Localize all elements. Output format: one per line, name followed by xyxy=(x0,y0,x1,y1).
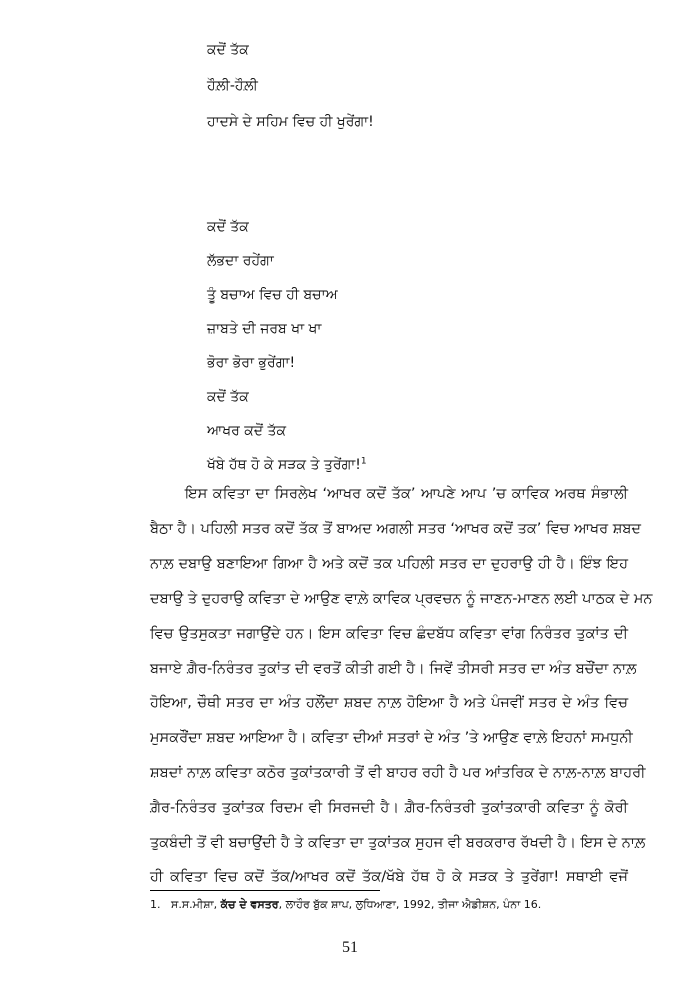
paragraph-line: ਬਜਾਏ ਗ਼ੈਰ-ਨਿਰੰਤਰ ਤੁਕਾਂਤ ਦੀ ਵਰਤੋਂ ਕੀਤੀ ਗਈ ਹੈ। ਜਿਵੇਂ ਤੀਸਰੀ ਸਤਰ ਦਾ ਅੰਤ ਬਚੌਂਦਾ ਨਾਲ਼ xyxy=(150,661,637,677)
paragraph-line: ਸ਼ਬਦਾਂ ਨਾਲ਼ ਕਵਿਤਾ ਕਠੋਰ ਤੁਕਾਂਤਕਾਰੀ ਤੋਂ ਵੀ ਬਾਹਰ ਰਹੀ ਹੈ ਪਰ ਆਂਤਰਿਕ ਦੇ ਨਾਲ਼-ਨਾਲ਼ ਬਾਹਰੀ xyxy=(150,765,646,781)
poem-line: ਲੱਭਦਾ ਰਹੇਂਗਾ xyxy=(207,253,274,269)
paragraph-line: ਤੁਕਬੰਦੀ ਤੋਂ ਵੀ ਬਚਾਉਂਦੀ ਹੈ ਤੇ ਕਵਿਤਾ ਦਾ ਤੁਕਾਂਤਕ ਸੁਹਜ ਵੀ ਬਰਕਰਾਰ ਰੱਖਦੀ ਹੈ। ਇਸ ਦੇ ਨਾਲ਼ xyxy=(150,835,646,851)
poem-line: ਹੌਲ਼ੀ-ਹੌਲ਼ੀ xyxy=(207,78,258,94)
footnote xyxy=(150,897,541,913)
paragraph-line: ਨਾਲ਼ ਦਬਾਉ ਬਣਾਇਆ ਗਿਆ ਹੈ ਅਤੇ ਕਦੋਂ ਤਕ ਪਹਿਲੀ ਸਤਰ ਦਾ ਦੁਹਰਾਉ ਹੀ ਹੈ। ਇੰਝ ਇਹ xyxy=(150,556,628,572)
footnote-reference: 1 xyxy=(360,456,367,467)
paragraph-line: ਹੀ ਕਵਿਤਾ ਵਿਚ ਕਦੋਂ ਤੱਕ/ਆਖਰ ਕਦੋਂ ਤੱਕ/ਖੱਬੇ ਹੱਥ ਹੋ ਕੇ ਸੜਕ ਤੇ ਤੁਰੇਂਗਾ! ਸਥਾਈ ਵਜੋਂ xyxy=(150,869,628,885)
poem-line: ਤੂੰ ਬਚਾਅ ਵਿਚ ਹੀ ਬਚਾਅ xyxy=(207,287,338,303)
poem-line: ਭੋਰਾ ਭੋਰਾ ਭੁਰੇਂਗਾ! xyxy=(207,355,296,371)
footnote-divider xyxy=(150,890,380,891)
poem-line: ਕਦੋਂ ਤੱਕ xyxy=(207,219,249,235)
poem-line: ਜ਼ਾਬਤੇ ਦੀ ਜਰਬ ਖਾ ਖਾ xyxy=(207,321,322,337)
paragraph-line: ਹੋਇਆ, ਚੌਥੀ ਸਤਰ ਦਾ ਅੰਤ ਹਲੌਂਦਾ ਸ਼ਬਦ ਨਾਲ਼ ਹੋਇਆ ਹੈ ਅਤੇ ਪੰਜਵੀਂ ਸਤਰ ਦੇ ਅੰਤ ਵਿਚ xyxy=(150,695,628,711)
paragraph-line: ਗ਼ੈਰ-ਨਿਰੰਤਰ ਤੁਕਾਂਤਕ ਰਿਦਮ ਵੀ ਸਿਰਜਦੀ ਹੈ। ਗ਼ੈਰ-ਨਿਰੰਤਰੀ ਤੁਕਾਂਤਕਾਰੀ ਕਵਿਤਾ ਨੂੰ ਕੋਰੀ xyxy=(150,800,628,816)
paragraph-line: ਇਸ ਕਵਿਤਾ ਦਾ ਸਿਰਲੇਖ ‘ਆਖਰ ਕਦੋਂ ਤੱਕ’ ਆਪਣੇ ਆਪ ’ਚ ਕਾਵਿਕ ਅਰਥ ਸੰਭਾਲੀ xyxy=(185,486,628,502)
paragraph-line: ਮੁਸਕਰੌਂਦਾ ਸ਼ਬਦ ਆਇਆ ਹੈ। ਕਵਿਤਾ ਦੀਆਂ ਸਤਰਾਂ ਦੇ ਅੰਤ ’ਤੇ ਆਉਣ ਵਾਲ਼ੇ ਇਹਨਾਂ ਸਮਧੁਨੀ xyxy=(150,730,633,746)
page-number: 51 xyxy=(342,939,358,956)
paragraph-line: ਦਬਾਉ ਤੇ ਦੁਹਰਾਉ ਕਵਿਤਾ ਦੇ ਆਉਣ ਵਾਲ਼ੇ ਕਾਵਿਕ ਪ੍ਰਵਚਨ ਨੂੰ ਜਾਣਨ-ਮਾਣਨ ਲਈ ਪਾਠਕ ਦੇ ਮਨ xyxy=(150,591,653,607)
poem-line xyxy=(207,455,367,475)
footnote-book-title: ਕੱਚ ਦੇ ਵਸਤਰ xyxy=(220,898,279,911)
poem-line: ਆਖਰ ਕਦੋਂ ਤੱਕ xyxy=(207,423,287,439)
footnote-number: 1. xyxy=(150,898,161,911)
poem-line-text: ਖੱਬੇ ਹੱਥ ਹੋ ਕੇ ਸੜਕ ਤੇ ਤੁਰੇਂਗਾ! xyxy=(207,457,361,473)
footnote-author: ਸ.ਸ.ਮੀਸ਼ਾ, xyxy=(171,898,221,911)
poem-line: ਕਦੋਂ ਤੱਕ xyxy=(207,389,249,405)
poem-line: ਕਦੋਂ ਤੱਕ xyxy=(207,42,249,58)
paragraph-line: ਵਿਚ ਉਤਸੁਕਤਾ ਜਗਾਉਂਦੇ ਹਨ। ਇਸ ਕਵਿਤਾ ਵਿਚ ਛੰਦਬੱਧ ਕਵਿਤਾ ਵਾਂਗ ਨਿਰੰਤਰ ਤੁਕਾਂਤ ਦੀ xyxy=(150,626,628,642)
poem-line: ਹਾਦਸੇ ਦੇ ਸਹਿਮ ਵਿਚ ਹੀ ਖੁਰੇਂਗਾ! xyxy=(207,114,374,130)
paragraph-line: ਬੈਠਾ ਹੈ। ਪਹਿਲੀ ਸਤਰ ਕਦੋਂ ਤੱਕ ਤੋਂ ਬਾਅਦ ਅਗਲੀ ਸਤਰ ‘ਆਖਰ ਕਦੋਂ ਤਕ’ ਵਿਚ ਆਖਰ ਸ਼ਬਦ xyxy=(150,521,642,537)
footnote-details: , ਲਾਹੌਰ ਬੁੱਕ ਸ਼ਾਪ, ਲੁਧਿਆਣਾ, 1992, ਤੀਜਾ ਐਡੀਸ਼ਨ, ਪੰਨਾ 16. xyxy=(278,898,542,911)
